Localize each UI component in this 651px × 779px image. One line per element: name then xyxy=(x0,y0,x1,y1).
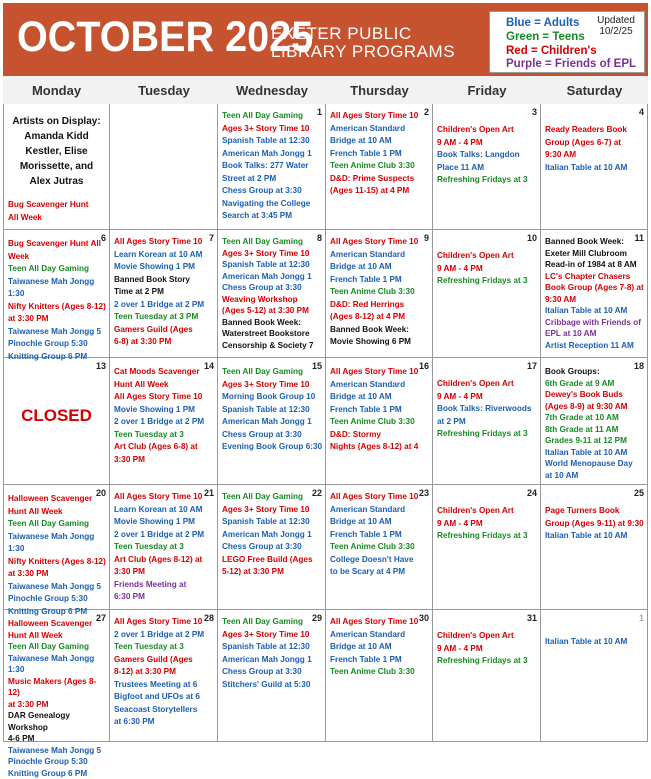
event-line[interactable]: Grades 9-11 at 12 PM xyxy=(545,435,645,447)
day-cell xyxy=(3,104,110,230)
event-line[interactable]: Book Talks: Riverwoods xyxy=(437,403,538,416)
event-line[interactable]: 2 over 1 Bridge at 2 PM xyxy=(114,416,215,429)
day-number: 2 xyxy=(424,107,429,117)
legend-friends: Purple = Friends of EPL xyxy=(506,58,636,70)
event-line[interactable]: Teen Tuesday at 3 xyxy=(114,429,215,442)
event-line[interactable]: Hunt All Week xyxy=(8,506,107,519)
event-line[interactable]: Pinochle Group 5:30 xyxy=(8,593,107,606)
event-line[interactable]: Time at 2 PM xyxy=(114,286,215,299)
event-line[interactable]: Teen Tuesday at 3 PM xyxy=(114,311,215,324)
event-line[interactable]: All Ages Story Time 10 xyxy=(330,236,430,249)
event-line[interactable]: American Mah Jongg 1 xyxy=(222,529,323,542)
event-line[interactable]: 9 AM - 4 PM xyxy=(437,137,538,150)
event-line[interactable]: Teen Anime Club 3:30 xyxy=(330,160,430,173)
event-line: Bug Scavenger Hunt xyxy=(8,199,107,212)
event-line[interactable]: Teen Tuesday at 3 xyxy=(114,641,215,654)
event-line[interactable]: Italian Table at 10 AM xyxy=(545,636,645,649)
weekday-header-row xyxy=(3,76,648,104)
day-cell xyxy=(218,104,326,230)
event-line[interactable]: Banned Book Week: xyxy=(545,236,645,248)
day-number: 20 xyxy=(96,488,106,498)
event-line[interactable]: 8th Grade at 11 AM xyxy=(545,424,645,436)
calendar-header xyxy=(3,3,648,76)
event-line[interactable]: Group (Ages 6-7) at xyxy=(545,137,645,150)
day-number: 31 xyxy=(527,613,537,623)
event-line[interactable]: Book Talks: 277 Water xyxy=(222,160,323,173)
event-list xyxy=(545,124,645,174)
event-line[interactable]: DAR Genealogy Workshop xyxy=(8,710,107,733)
event-line[interactable]: 3:30 PM xyxy=(114,454,215,467)
event-line[interactable]: 2 over 1 Bridge at 2 PM xyxy=(114,629,215,642)
event-line[interactable]: Chess Group at 3:30 xyxy=(222,429,323,442)
event-line[interactable]: Taiwanese Mah Jongg 1:30 xyxy=(8,531,107,556)
event-line[interactable]: Spanish Table at 12:30 xyxy=(222,516,323,529)
event-line[interactable]: Art Club (Ages 8-12) at xyxy=(114,554,215,567)
event-line[interactable]: Teen All Day Gaming xyxy=(222,366,323,379)
event-list xyxy=(545,366,645,481)
event-list xyxy=(437,250,538,288)
event-line[interactable]: at 2 PM xyxy=(437,416,538,429)
event-line[interactable]: Spanish Table at 12:30 xyxy=(222,135,323,148)
event-line[interactable]: Teen Tuesday at 3 xyxy=(114,541,215,554)
day-cell xyxy=(326,230,433,358)
event-line[interactable]: Teen Anime Club 3:30 xyxy=(330,286,430,299)
event-list xyxy=(330,110,430,198)
event-line[interactable]: Nights (Ages 8-12) at 4 xyxy=(330,441,430,454)
day-cell xyxy=(541,104,648,230)
event-line[interactable]: All Ages Story Time 10 xyxy=(114,236,215,249)
event-list xyxy=(222,616,323,691)
legend-children: Red = Children's xyxy=(506,45,597,57)
day-cell xyxy=(433,610,541,742)
event-line[interactable]: Bigfoot and UFOs at 6 xyxy=(114,691,215,704)
event-line[interactable]: All Ages Story Time 10 xyxy=(330,110,430,123)
event-line[interactable]: 9 AM - 4 PM xyxy=(437,518,538,531)
event-line[interactable]: to be Scary at 4 PM xyxy=(330,566,430,579)
event-line[interactable]: Artist Reception 11 AM xyxy=(545,340,645,352)
day-cell xyxy=(541,358,648,485)
event-list xyxy=(330,366,430,454)
day-number: 7 xyxy=(209,233,214,243)
event-list xyxy=(437,630,538,668)
day-cell xyxy=(433,485,541,610)
event-line[interactable]: (Ages 5-12) at 3:30 PM xyxy=(222,305,323,317)
event-line[interactable]: LEGO Free Build (Ages xyxy=(222,554,323,567)
event-line[interactable]: Teen Anime Club 3:30 xyxy=(330,666,430,679)
event-line[interactable]: Ages 3+ Story Time 10 xyxy=(222,248,323,260)
event-list xyxy=(222,491,323,579)
event-list xyxy=(437,378,538,441)
event-list xyxy=(330,616,430,679)
updated-date: Updated 10/2/25 xyxy=(594,15,638,37)
event-line[interactable]: Morning Book Group 10 xyxy=(222,391,323,404)
event-line[interactable]: American Mah Jongg 1 xyxy=(222,654,323,667)
day-cell xyxy=(3,358,110,485)
event-line[interactable]: All Ages Story Time 10 xyxy=(330,491,430,504)
day-cell xyxy=(218,610,326,742)
event-line[interactable]: Spanish Table at 12:30 xyxy=(222,641,323,654)
event-line[interactable]: Book Talks: Langdon xyxy=(437,149,538,162)
event-line[interactable]: Bridge at 10 AM xyxy=(330,391,430,404)
day-cell xyxy=(433,230,541,358)
event-list xyxy=(545,636,645,649)
event-line[interactable]: All Ages Story Time 10 xyxy=(330,616,430,629)
event-line[interactable]: 9:30 AM xyxy=(545,294,645,306)
event-line[interactable]: Taiwanese Mah Jongg 5 xyxy=(8,326,107,339)
event-line[interactable]: Movie Showing 1 PM xyxy=(114,404,215,417)
event-line[interactable]: All Ages Story Time 10 xyxy=(114,616,215,629)
page-title: OCTOBER 2025 xyxy=(17,13,313,62)
event-list xyxy=(330,236,430,349)
event-line[interactable]: Teen All Day Gaming xyxy=(222,236,323,248)
artist-line: Morissette, and xyxy=(4,159,109,174)
event-line[interactable]: American Mah Jongg 1 xyxy=(222,271,323,283)
event-line[interactable]: Spanish Table at 12:30 xyxy=(222,259,323,271)
event-line[interactable]: Ages 3+ Story Time 10 xyxy=(222,504,323,517)
event-list xyxy=(437,505,538,543)
event-line[interactable]: Bridge at 10 AM xyxy=(330,261,430,274)
event-line[interactable]: Spanish Table at 12:30 xyxy=(222,404,323,417)
event-line[interactable]: All Ages Story Time 10 xyxy=(114,391,215,404)
event-line[interactable]: Search at 3:45 PM xyxy=(222,210,323,223)
event-line[interactable]: Children's Open Art xyxy=(437,505,538,518)
event-line[interactable]: Bridge at 10 AM xyxy=(330,135,430,148)
event-line[interactable]: Book Groups: xyxy=(545,366,645,378)
event-line[interactable]: Bridge at 10 AM xyxy=(330,641,430,654)
event-line[interactable]: Gamers Guild (Ages xyxy=(114,654,215,667)
event-line[interactable]: Halloween Scavenger xyxy=(8,493,107,506)
event-line[interactable]: Knitting Group 6 PM xyxy=(8,768,107,779)
weekday-friday: Friday xyxy=(433,83,541,98)
day-number: 17 xyxy=(527,361,537,371)
event-line[interactable]: Trustees Meeting at 6 xyxy=(114,679,215,692)
day-cell xyxy=(110,485,218,610)
day-number: 8 xyxy=(317,233,322,243)
day-number: 11 xyxy=(634,233,644,243)
event-line[interactable]: Teen All Day Gaming xyxy=(8,641,107,653)
day-cell xyxy=(218,230,326,358)
event-line[interactable]: 5-12) at 3:30 PM xyxy=(222,566,323,579)
event-line[interactable]: Teen Anime Club 3:30 xyxy=(330,416,430,429)
event-line[interactable]: 6-8) at 3:30 PM xyxy=(114,336,215,349)
event-line[interactable]: Censorship & Society 7 xyxy=(222,340,323,352)
event-line[interactable]: Dewey's Book Buds xyxy=(545,389,645,401)
event-line[interactable]: American Standard xyxy=(330,379,430,392)
event-line[interactable]: Knitting Group 6 PM xyxy=(8,351,107,364)
day-number: 1 xyxy=(317,107,322,117)
event-line[interactable]: Read-in of 1984 at 8 AM xyxy=(545,259,645,271)
event-line[interactable]: American Standard xyxy=(330,249,430,262)
event-line[interactable]: Group (Ages 9-11) at 9:30 xyxy=(545,518,645,531)
event-line[interactable]: 9 AM - 4 PM xyxy=(437,643,538,656)
event-line[interactable]: American Standard xyxy=(330,504,430,517)
event-line[interactable]: French Table 1 PM xyxy=(330,404,430,417)
event-line[interactable]: Teen All Day Gaming xyxy=(8,518,107,531)
day-cell xyxy=(218,485,326,610)
day-cell xyxy=(326,485,433,610)
event-line[interactable]: Taiwanese Mah Jongg 1:30 xyxy=(8,653,107,676)
event-line[interactable]: Exeter Mill Clubroom xyxy=(545,248,645,260)
event-line[interactable]: Movie Showing 1 PM xyxy=(114,516,215,529)
event-line[interactable]: Page Turners Book xyxy=(545,505,645,518)
event-line[interactable]: French Table 1 PM xyxy=(330,274,430,287)
day-number: 15 xyxy=(312,361,322,371)
artist-line: Alex Jutras xyxy=(4,174,109,189)
day-cell xyxy=(541,230,648,358)
event-line[interactable]: Italian Table at 10 AM xyxy=(545,530,645,543)
event-line[interactable]: Refreshing Fridays at 3 xyxy=(437,174,538,187)
event-line[interactable]: Stitchers' Guild at 5:30 xyxy=(222,679,323,692)
event-line[interactable]: American Standard xyxy=(330,123,430,136)
event-line[interactable]: 6:30 PM xyxy=(114,591,215,604)
day-number: 1 xyxy=(639,613,644,623)
day-cell xyxy=(218,358,326,485)
event-line[interactable]: All Ages Story Time 10 xyxy=(114,491,215,504)
day-cell xyxy=(326,358,433,485)
event-line[interactable]: American Mah Jongg 1 xyxy=(222,416,323,429)
event-line[interactable]: Teen All Day Gaming xyxy=(8,263,107,276)
event-line[interactable]: 8-12) at 3:30 PM xyxy=(114,666,215,679)
event-line[interactable]: 4-6 PM xyxy=(8,733,107,745)
event-line[interactable]: at 3:30 PM xyxy=(8,313,107,326)
event-line[interactable]: Gamers Guild (Ages xyxy=(114,324,215,337)
event-list xyxy=(8,493,107,618)
event-line[interactable]: Ages 3+ Story Time 10 xyxy=(222,379,323,392)
event-line[interactable]: College Doesn't Have xyxy=(330,554,430,567)
event-line[interactable]: Ready Readers Book xyxy=(545,124,645,137)
artists-on-display xyxy=(4,114,109,189)
event-line[interactable]: Ages 3+ Story Time 10 xyxy=(222,123,323,136)
artist-line: Artists on Display: xyxy=(4,114,109,129)
day-number: 21 xyxy=(204,488,214,498)
event-line[interactable]: French Table 1 PM xyxy=(330,654,430,667)
event-line[interactable]: World Menopause Day xyxy=(545,458,645,470)
event-line[interactable]: at 10 AM xyxy=(545,470,645,482)
event-line[interactable]: 9 AM - 4 PM xyxy=(437,263,538,276)
event-list xyxy=(114,491,215,604)
event-line[interactable]: Nifty Knitters (Ages 8-12) xyxy=(8,301,107,314)
event-line[interactable]: Italian Table at 10 AM xyxy=(545,447,645,459)
event-line[interactable]: Bug Scavenger Hunt All xyxy=(8,238,107,251)
day-number: 22 xyxy=(312,488,322,498)
day-cell xyxy=(326,104,433,230)
event-line[interactable]: Music Makers (Ages 8-12) xyxy=(8,676,107,699)
event-list xyxy=(545,505,645,543)
event-line[interactable]: Taiwanese Mah Jongg 5 xyxy=(8,581,107,594)
day-number: 23 xyxy=(419,488,429,498)
event-line[interactable]: Book Group (Ages 7-8) at xyxy=(545,282,645,294)
event-line[interactable]: American Standard xyxy=(330,629,430,642)
event-line[interactable]: Friends Meeting at xyxy=(114,579,215,592)
event-line[interactable]: Teen All Day Gaming xyxy=(222,616,323,629)
event-line[interactable]: Learn Korean at 10 AM xyxy=(114,504,215,517)
day-number: 27 xyxy=(96,613,106,623)
event-line[interactable]: Teen All Day Gaming xyxy=(222,491,323,504)
event-line[interactable]: Hunt All Week xyxy=(8,630,107,642)
day-cell xyxy=(110,610,218,742)
event-line[interactable]: 9 AM - 4 PM xyxy=(437,391,538,404)
day-cell xyxy=(541,485,648,610)
day-number: 14 xyxy=(204,361,214,371)
event-line[interactable]: Knitting Group 6 PM xyxy=(8,606,107,619)
event-line[interactable]: Cribbage with Friends of xyxy=(545,317,645,329)
event-line[interactable]: Teen Anime Club 3:30 xyxy=(330,541,430,554)
event-line[interactable]: Bridge at 10 AM xyxy=(330,516,430,529)
event-line[interactable]: Banned Book Story xyxy=(114,274,215,287)
event-line[interactable]: Pinochle Group 5:30 xyxy=(8,756,107,768)
day-cell xyxy=(326,610,433,742)
day-number: 30 xyxy=(419,613,429,623)
event-line[interactable]: Seacoast Storytellers xyxy=(114,704,215,717)
event-list xyxy=(222,236,323,351)
library-name: EXETER PUBLIC LIBRARY PROGRAMS xyxy=(271,25,491,61)
event-line[interactable]: Learn Korean at 10 AM xyxy=(114,249,215,262)
event-list xyxy=(545,236,645,351)
day-cell xyxy=(3,230,110,358)
event-line[interactable]: Children's Open Art xyxy=(437,124,538,137)
event-line[interactable]: Week xyxy=(8,251,107,264)
weekday-saturday: Saturday xyxy=(541,83,648,98)
day-cell xyxy=(433,104,541,230)
event-line[interactable]: Children's Open Art xyxy=(437,630,538,643)
event-line[interactable]: Pinochle Group 5:30 xyxy=(8,338,107,351)
day-number: 9 xyxy=(424,233,429,243)
event-line[interactable]: Navigating the College xyxy=(222,198,323,211)
event-line[interactable]: at 3:30 PM xyxy=(8,568,107,581)
event-line[interactable]: Refreshing Fridays at 3 xyxy=(437,655,538,668)
event-list xyxy=(114,236,215,349)
day-cell xyxy=(433,358,541,485)
event-line[interactable]: French Table 1 PM xyxy=(330,148,430,161)
event-line[interactable]: Hunt All Week xyxy=(114,379,215,392)
event-line[interactable]: LC's Chapter Chasers xyxy=(545,271,645,283)
event-line[interactable]: 9:30 AM xyxy=(545,149,645,162)
day-number: 25 xyxy=(634,488,644,498)
event-line[interactable]: Art Club (Ages 6-8) at xyxy=(114,441,215,454)
day-number: 10 xyxy=(527,233,537,243)
day-number: 13 xyxy=(96,361,106,371)
event-line[interactable]: Cat Moods Scavenger xyxy=(114,366,215,379)
weekday-thursday: Thursday xyxy=(326,83,433,98)
day-cell xyxy=(3,485,110,610)
event-line[interactable]: Street at 2 PM xyxy=(222,173,323,186)
event-line[interactable]: Banned Book Week: xyxy=(222,317,323,329)
day-number: 28 xyxy=(204,613,214,623)
event-list xyxy=(222,110,323,223)
day-cell xyxy=(110,358,218,485)
event-line[interactable]: (Ages 8-9) at 9:30 AM xyxy=(545,401,645,413)
event-line[interactable]: Nifty Knitters (Ages 8-12) xyxy=(8,556,107,569)
event-line[interactable]: 2 over 1 Bridge at 2 PM xyxy=(114,529,215,542)
event-line[interactable]: (Ages 8-12) at 4 PM xyxy=(330,311,430,324)
event-line[interactable]: Refreshing Fridays at 3 xyxy=(437,530,538,543)
event-line[interactable]: Teen All Day Gaming xyxy=(222,110,323,123)
event-line: All Week xyxy=(8,212,107,225)
event-line[interactable]: Movie Showing 1 PM xyxy=(114,261,215,274)
event-list xyxy=(330,491,430,579)
day-number: 18 xyxy=(634,361,644,371)
day-number: 29 xyxy=(312,613,322,623)
event-line[interactable]: Evening Book Group 6:30 xyxy=(222,441,323,454)
event-line[interactable]: Taiwanese Mah Jongg 1:30 xyxy=(8,276,107,301)
event-list xyxy=(222,366,323,454)
day-cell xyxy=(3,610,110,742)
event-line[interactable]: D&D: Red Herrings xyxy=(330,299,430,312)
color-legend xyxy=(489,11,645,73)
event-line[interactable]: (Ages 11-15) at 4 PM xyxy=(330,185,430,198)
artist-line: Kestler, Elise xyxy=(4,144,109,159)
event-list xyxy=(437,124,538,187)
event-line[interactable]: Italian Table at 10 AM xyxy=(545,305,645,317)
event-line[interactable]: 3:30 PM xyxy=(114,566,215,579)
weekday-monday: Monday xyxy=(3,83,110,98)
event-line[interactable]: Refreshing Fridays at 3 xyxy=(437,428,538,441)
event-line[interactable]: All Ages Story Time 10 xyxy=(330,366,430,379)
event-line[interactable]: Chess Group at 3:30 xyxy=(222,185,323,198)
event-line[interactable]: Children's Open Art xyxy=(437,250,538,263)
event-list xyxy=(114,616,215,729)
event-line[interactable]: 6th Grade at 9 AM xyxy=(545,378,645,390)
day-number: 24 xyxy=(527,488,537,498)
calendar-grid xyxy=(3,104,648,742)
event-line[interactable]: Banned Book Week: xyxy=(330,324,430,337)
event-line[interactable]: Children's Open Art xyxy=(437,378,538,391)
event-line[interactable]: at 3:30 PM xyxy=(8,699,107,711)
event-line[interactable]: American Mah Jongg 1 xyxy=(222,148,323,161)
event-line[interactable]: Italian Table at 10 AM xyxy=(545,162,645,175)
weekday-wednesday: Wednesday xyxy=(218,83,326,98)
event-line[interactable]: Weaving Workshop xyxy=(222,294,323,306)
day-cell xyxy=(110,230,218,358)
event-line[interactable]: Halloween Scavenger xyxy=(8,618,107,630)
event-line[interactable]: Waterstreet Bookstore xyxy=(222,328,323,340)
artist-line: Amanda Kidd xyxy=(4,129,109,144)
legend-teens: Green = Teens xyxy=(506,31,585,43)
event-list xyxy=(8,238,107,363)
event-line[interactable]: Chess Group at 3:30 xyxy=(222,666,323,679)
event-line[interactable]: at 6:30 PM xyxy=(114,716,215,729)
event-line[interactable]: 2 over 1 Bridge at 2 PM xyxy=(114,299,215,312)
day-number: 6 xyxy=(101,233,106,243)
day-number: 3 xyxy=(532,107,537,117)
event-line[interactable]: 7th Grade at 10 AM xyxy=(545,412,645,424)
day-cell xyxy=(541,610,648,742)
day-number: 4 xyxy=(639,107,644,117)
event-line[interactable]: Chess Group at 3:30 xyxy=(222,282,323,294)
weekday-tuesday: Tuesday xyxy=(110,83,218,98)
event-line[interactable]: French Table 1 PM xyxy=(330,529,430,542)
event-line[interactable]: D&D: Stormy xyxy=(330,429,430,442)
event-line[interactable]: Chess Group at 3:30 xyxy=(222,541,323,554)
closed-label: CLOSED xyxy=(4,406,109,426)
event-line[interactable]: EPL at 10 AM xyxy=(545,328,645,340)
event-line[interactable]: Movie Showing 6 PM xyxy=(330,336,430,349)
event-list xyxy=(114,366,215,466)
event-line[interactable]: Taiwanese Mah Jongg 5 xyxy=(8,745,107,757)
event-list xyxy=(8,618,107,779)
event-line[interactable]: Refreshing Fridays at 3 xyxy=(437,275,538,288)
event-line[interactable]: D&D: Prime Suspects xyxy=(330,173,430,186)
event-line[interactable]: Ages 3+ Story Time 10 xyxy=(222,629,323,642)
event-line[interactable]: Place 11 AM xyxy=(437,162,538,175)
day-number: 16 xyxy=(419,361,429,371)
day-cell xyxy=(110,104,218,230)
legend-adults: Blue = Adults xyxy=(506,17,579,29)
